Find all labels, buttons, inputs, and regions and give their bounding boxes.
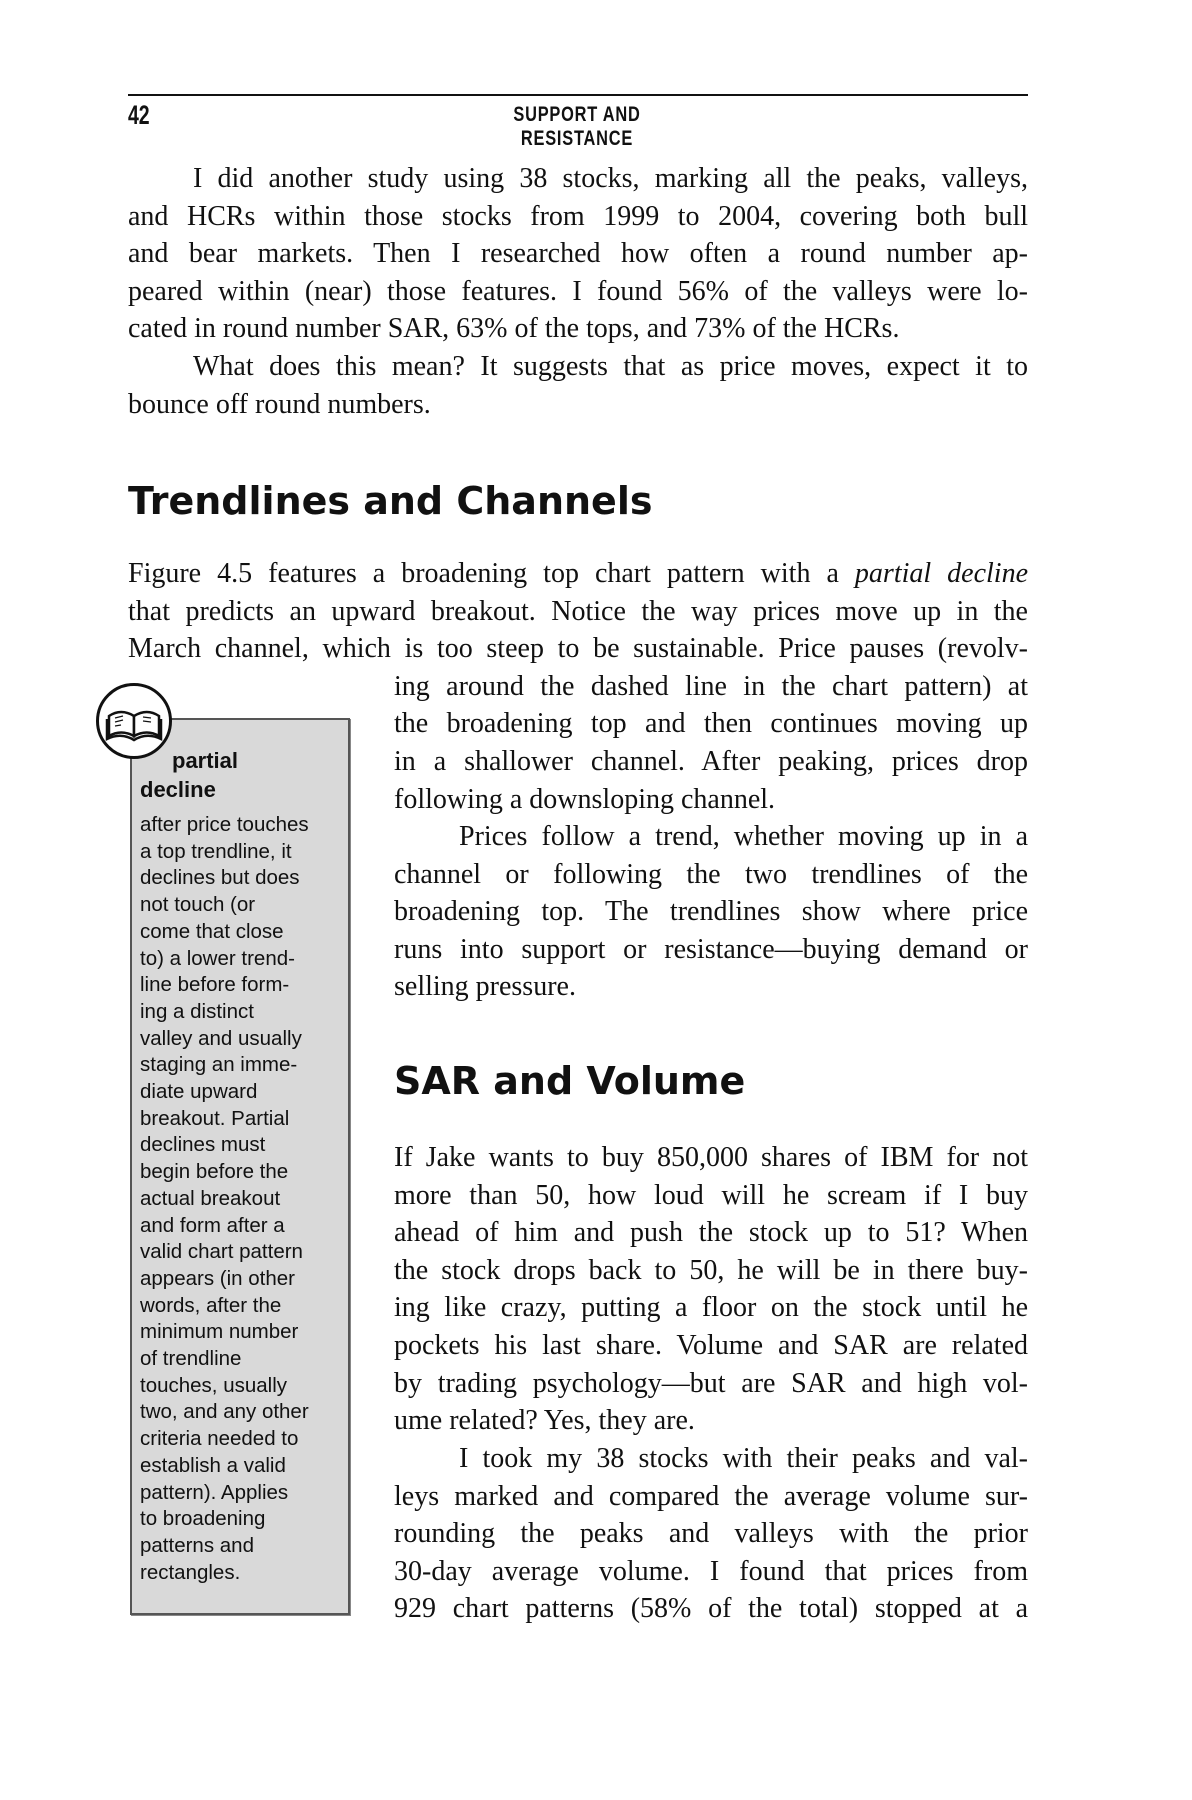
sidebar-definition <box>140 812 309 1586</box>
text-line: more than 50, how loud will he scream if I buy <box>394 1179 1028 1211</box>
paragraph-5 <box>394 1139 1028 1440</box>
definition-line: patterns and <box>140 1533 254 1557</box>
text-line: bounce off round numbers. <box>128 388 431 420</box>
text-line: What does this mean? It suggests that as price moves, expect it to <box>193 351 1028 382</box>
text-line: pockets his last share. Volume and SAR are related <box>394 1329 1028 1361</box>
definition-line: valid chart pattern <box>140 1240 303 1264</box>
definition-line: establish a valid <box>140 1453 286 1477</box>
text-line: that predicts an upward breakout. Notice the way prices move up in the <box>128 595 1028 627</box>
definition-line: minimum number <box>140 1320 299 1344</box>
definition-line: ing a distinct <box>140 999 254 1023</box>
definition-line: valley and usually <box>140 1026 302 1050</box>
page-number: 42 <box>128 100 150 130</box>
definition-line: to broadening <box>140 1507 266 1531</box>
text-line: leys marked and compared the average volume sur- <box>394 1480 1028 1512</box>
text-line: Prices follow a trend, whether moving up in a <box>459 821 1028 852</box>
text-line: and bear markets. Then I researched how often a round number ap- <box>128 238 1028 270</box>
text-line: channel or following the two trendlines of the <box>394 858 1028 890</box>
term-line: partial <box>172 748 239 773</box>
text-line: following a downsloping channel. <box>394 783 776 815</box>
text-span: Figure 4.5 features a broadening top chart pattern with a <box>128 558 855 589</box>
paragraph-6 <box>394 1440 1028 1628</box>
text-line: March channel, which is too steep to be sustainable. Price pauses (revolv- <box>128 633 1028 665</box>
text-line: 30-day average volume. I found that prices from <box>394 1555 1028 1587</box>
text-line: ahead of him and push the stock up to 51? When <box>394 1217 1028 1249</box>
definition-line: line before form- <box>140 973 290 997</box>
paragraph-1 <box>128 160 1028 348</box>
text-line: I took my 38 stocks with their peaks and val- <box>459 1443 1028 1474</box>
text-line: ume related? Yes, they are. <box>394 1405 695 1437</box>
definition-line: begin before the <box>140 1160 289 1184</box>
text-line: peared within (near) those features. I found 56% of the valleys were lo- <box>128 275 1028 307</box>
definition-line: declines must <box>140 1133 266 1157</box>
definition-line: after price touches <box>140 813 309 836</box>
definition-line: pattern). Applies <box>140 1480 289 1504</box>
definition-line: touches, usually <box>140 1373 288 1397</box>
text-line: the stock drops back to 50, he will be in there buy- <box>394 1254 1028 1286</box>
definition-line: to) a lower trend- <box>140 946 295 970</box>
definition-line: not touch (or <box>140 893 256 917</box>
definition-line: appears (in other <box>140 1266 295 1290</box>
definition-line: breakout. Partial <box>140 1106 290 1130</box>
definition-line: and form after a <box>140 1213 285 1237</box>
definition-line: a top trendline, it <box>140 839 292 863</box>
text-line: If Jake wants to buy 850,000 shares of IBM for not <box>394 1142 1028 1173</box>
header-rule <box>128 94 1028 96</box>
text-line: the broadening top and then continues moving up <box>394 708 1028 740</box>
definition-line: declines but does <box>140 866 300 890</box>
text-line: by trading psychology—but are SAR and high vol- <box>394 1367 1028 1399</box>
definition-line: two, and any other <box>140 1400 309 1424</box>
text-line: ing around the dashed line in the chart pattern) at <box>394 670 1028 702</box>
sidebar-term <box>140 746 238 804</box>
definition-line: of trendline <box>140 1347 242 1371</box>
definition-line: criteria needed to <box>140 1427 299 1451</box>
italic-term: partial decline <box>854 558 1029 589</box>
paragraph-4 <box>394 818 1028 1006</box>
text-line: broadening top. The trendlines show where price <box>394 896 1028 928</box>
text-line: cated in round number SAR, 63% of the tops, and 73% of the HCRs. <box>128 313 900 345</box>
text-line: selling pressure. <box>394 971 576 1003</box>
definition-line: staging an imme- <box>140 1053 298 1077</box>
text-line: ing like crazy, putting a floor on the stock until he <box>394 1292 1028 1324</box>
paragraph-2 <box>128 348 1028 423</box>
definition-line: diate upward <box>140 1080 258 1104</box>
text-line: runs into support or resistance—buying demand or <box>394 933 1028 965</box>
text-line: in a shallower channel. After peaking, prices drop <box>394 745 1028 777</box>
term-line: decline <box>140 777 216 802</box>
text-line: 929 chart patterns (58% of the total) stopped at a <box>394 1593 1028 1625</box>
section-heading-trendlines: Trendlines and Channels <box>128 479 653 523</box>
definition-line: words, after the <box>140 1293 282 1317</box>
text-line: rounding the peaks and valleys with the prior <box>394 1518 1028 1550</box>
definition-line: actual breakout <box>140 1186 281 1210</box>
section-heading-sar-volume: SAR and Volume <box>394 1059 746 1103</box>
definition-line: rectangles. <box>140 1560 241 1584</box>
running-title: SUPPORT AND RESISTANCE <box>513 103 641 150</box>
definition-line: come that close <box>140 919 284 943</box>
text-line <box>128 555 1028 593</box>
text-line: I did another study using 38 stocks, marking all the peaks, valleys, <box>193 163 1028 194</box>
text-line: and HCRs within those stocks from 1999 to 2004, covering both bull <box>128 200 1028 232</box>
